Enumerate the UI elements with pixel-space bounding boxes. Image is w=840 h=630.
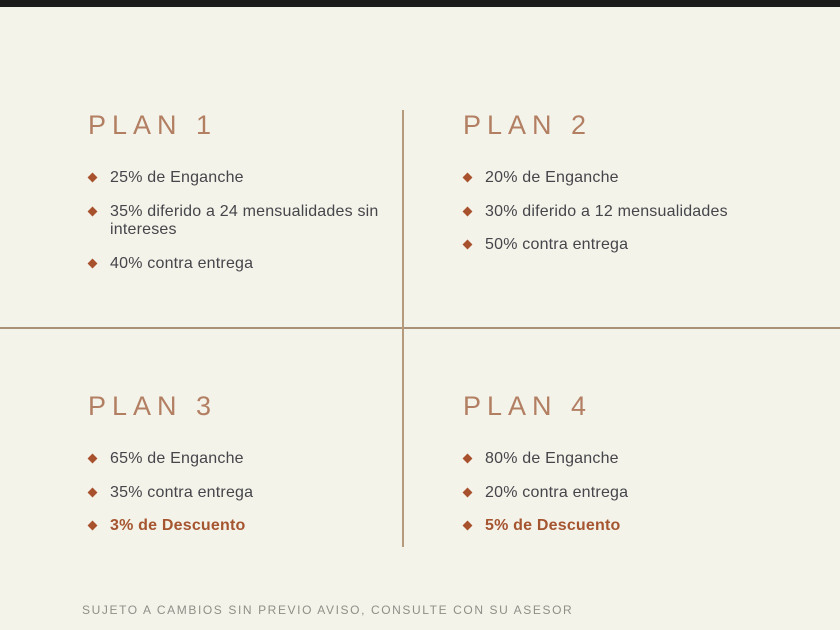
list-item-discount xyxy=(463,517,757,536)
list-item-text: 65% de Enganche xyxy=(110,450,244,467)
plan-2-list xyxy=(463,169,783,255)
plan-4-title: PLAN 4 xyxy=(463,391,593,421)
plan-1-title: PLAN 1 xyxy=(88,110,218,140)
list-item xyxy=(88,203,382,240)
list-item-text: 35% diferido a 24 mensualidades sin intereses xyxy=(110,202,379,238)
plan-1-list xyxy=(88,169,408,273)
list-item-text: 40% contra entrega xyxy=(110,254,254,272)
list-item-text: 3% de Descuento xyxy=(110,517,246,534)
diamond-bullet-icon xyxy=(463,454,473,464)
disclaimer-text: SUJETO A CAMBIOS SIN PREVIO AVISO, CONSULTE CON SU ASESOR xyxy=(82,603,574,617)
list-item-text: 20% contra entrega xyxy=(485,483,629,501)
list-item xyxy=(463,169,757,188)
list-item xyxy=(88,169,382,188)
horizontal-divider xyxy=(0,327,840,329)
top-black-bar xyxy=(0,0,840,7)
plan-3-section xyxy=(88,393,408,551)
list-item xyxy=(463,203,757,222)
list-item-text: 80% de Enganche xyxy=(485,450,619,467)
diamond-bullet-icon xyxy=(463,240,473,250)
list-item-text: 25% de Enganche xyxy=(110,169,244,186)
diamond-bullet-icon xyxy=(88,258,98,268)
diamond-bullet-icon xyxy=(463,487,473,497)
diamond-bullet-icon xyxy=(463,521,473,531)
diamond-bullet-icon xyxy=(88,206,98,216)
plan-4-list xyxy=(463,450,783,536)
list-item xyxy=(88,484,382,503)
plan-4-section xyxy=(463,393,783,551)
list-item xyxy=(88,255,382,274)
list-item-text: 30% diferido a 12 mensualidades xyxy=(485,202,728,220)
diamond-bullet-icon xyxy=(88,454,98,464)
list-item xyxy=(463,484,757,503)
plan-1-section xyxy=(88,112,408,288)
list-item-discount xyxy=(88,517,382,536)
list-item-text: 50% contra entrega xyxy=(485,236,629,253)
list-item xyxy=(463,236,757,255)
diamond-bullet-icon xyxy=(463,173,473,183)
plan-3-title: PLAN 3 xyxy=(88,391,218,421)
diamond-bullet-icon xyxy=(463,206,473,216)
plan-2-title: PLAN 2 xyxy=(463,110,593,140)
list-item xyxy=(463,450,757,469)
list-item xyxy=(88,450,382,469)
plan-2-section xyxy=(463,112,783,270)
diamond-bullet-icon xyxy=(88,521,98,531)
diamond-bullet-icon xyxy=(88,487,98,497)
list-item-text: 35% contra entrega xyxy=(110,483,254,501)
plan-3-list xyxy=(88,450,408,536)
diamond-bullet-icon xyxy=(88,173,98,183)
list-item-text: 5% de Descuento xyxy=(485,517,621,534)
list-item-text: 20% de Enganche xyxy=(485,169,619,186)
